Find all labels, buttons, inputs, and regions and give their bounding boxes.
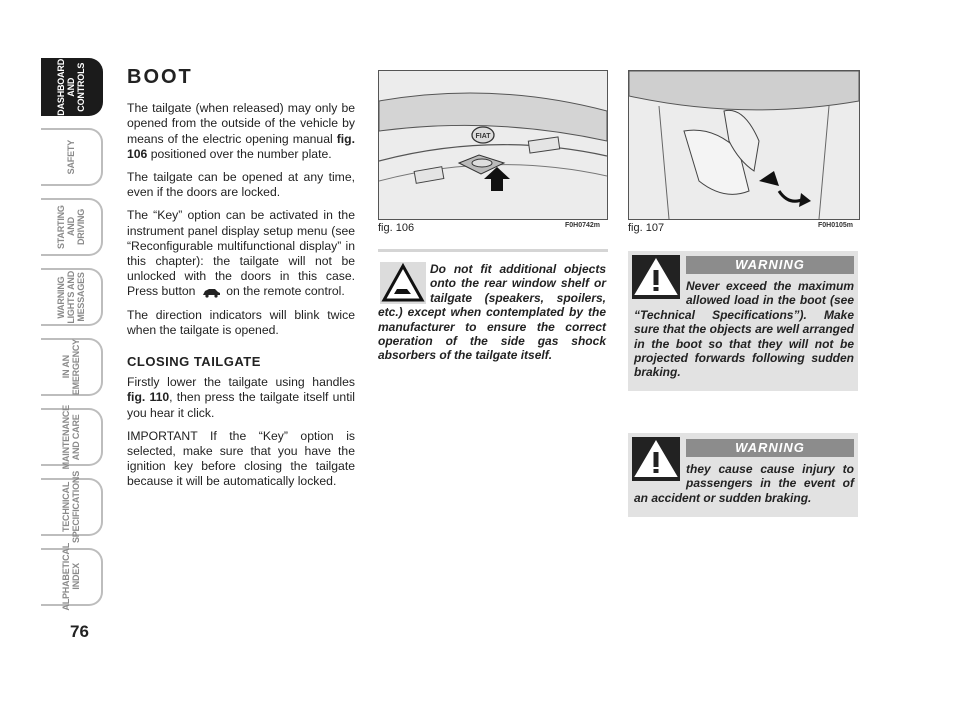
tab-alphabetical-index[interactable] — [41, 543, 103, 611]
page-title: BOOT — [127, 66, 193, 88]
subheading: CLOSING TAILGATE — [127, 354, 261, 370]
text-run: Firstly lower the tailgate using handles — [127, 375, 355, 390]
chapter-tabs — [41, 58, 103, 618]
warning-text-2-body: they cause cause injury to passengers in the event of an accident or sudden braking. — [634, 462, 854, 505]
tab-label: TECHNICAL SPECIFICATIONS — [61, 470, 81, 544]
warning-text-2 — [634, 462, 854, 505]
warning-heading-2: WARNING — [686, 439, 854, 457]
text-run: The “Key” option can be activated in the instrument panel display setup menu (see “Reconfigurable multifunctional display” in this chapter): the tailgate will not be unlocked with the doors in this case. Press button — [127, 208, 355, 299]
tab-dashboard-and-controls[interactable] — [41, 58, 103, 116]
figure-106-code: F0H0742m — [565, 222, 601, 229]
figure-106-image — [378, 70, 608, 220]
tab-label: STARTING AND DRIVING — [56, 205, 86, 249]
paragraph — [127, 101, 355, 162]
tab-label: DASHBOARD AND CONTROLS — [56, 58, 86, 116]
caution-note-text: Do not fit additional objects onto the rear window shelf or tailgate (speakers, spoilers, etc.) except when contemplated by the manufacturer to ensure the correct operation of the side gas shock absorbers of the tailgate itself. — [378, 262, 606, 363]
tab-label: MAINTENANCE AND CARE — [61, 404, 81, 470]
warning-text-1 — [634, 279, 854, 380]
paragraph: IMPORTANT If the “Key” option is selected, make sure that you have the ignition key before closing the tailgate because it will be automatically locked. — [127, 428, 355, 489]
text-run: , then press the tailgate itself until you hear it click. — [127, 390, 355, 420]
tab-label: IN AN EMERGENCY — [61, 338, 81, 396]
badge-text: FIAT — [475, 133, 491, 140]
tab-maintenance-and-care[interactable] — [41, 404, 103, 470]
figure-reference[interactable]: fig. 106 — [127, 131, 355, 161]
tab-warning-lights[interactable] — [41, 268, 103, 326]
text-run: positioned over the number plate. — [147, 146, 332, 161]
tab-label: ALPHABETICAL INDEX — [61, 543, 81, 611]
warning-text-1-body: Never exceed the maximum allowed load in the boot (see “Technical Specifications”). Make sure that the objects are well arranged in the boot so that they will not be projected forwards following sudden braking. — [634, 279, 854, 380]
tailgate-closing-illustration — [629, 71, 859, 219]
tab-in-an-emergency[interactable] — [41, 338, 103, 396]
figure-107-code: F0H0105m — [818, 222, 854, 229]
divider — [378, 249, 608, 252]
tab-starting-and-driving[interactable] — [41, 198, 103, 256]
figure-reference[interactable]: fig. 110 — [127, 390, 170, 405]
figure-107-image — [628, 70, 860, 220]
caution-note — [378, 262, 606, 363]
paragraph — [127, 375, 355, 421]
text-run: The tailgate (when released) may only be opened from the outside of the vehicle by means of the electric opening manual — [127, 101, 355, 146]
text-run: on the remote control. — [222, 284, 345, 299]
main-text-column — [127, 66, 355, 498]
paragraph: The tailgate can be opened at any time, even if the doors are locked. — [127, 170, 355, 200]
warning-heading-1: WARNING — [686, 256, 854, 274]
tab-technical-specifications[interactable] — [41, 470, 103, 544]
tab-label: SAFETY — [66, 139, 76, 175]
tab-safety[interactable] — [41, 128, 103, 186]
figure-107-caption: fig. 107 — [628, 222, 665, 234]
figure-106-caption: fig. 106 — [378, 222, 415, 234]
page-number: 76 — [70, 622, 89, 641]
paragraph — [127, 208, 355, 299]
tab-label: WARNING LIGHTS AND MESSAGES — [56, 270, 86, 324]
paragraph: The direction indicators will blink twice when the tailgate is opened. — [127, 307, 355, 337]
car-unlock-icon — [201, 287, 221, 298]
tailgate-handle-illustration — [379, 71, 607, 219]
